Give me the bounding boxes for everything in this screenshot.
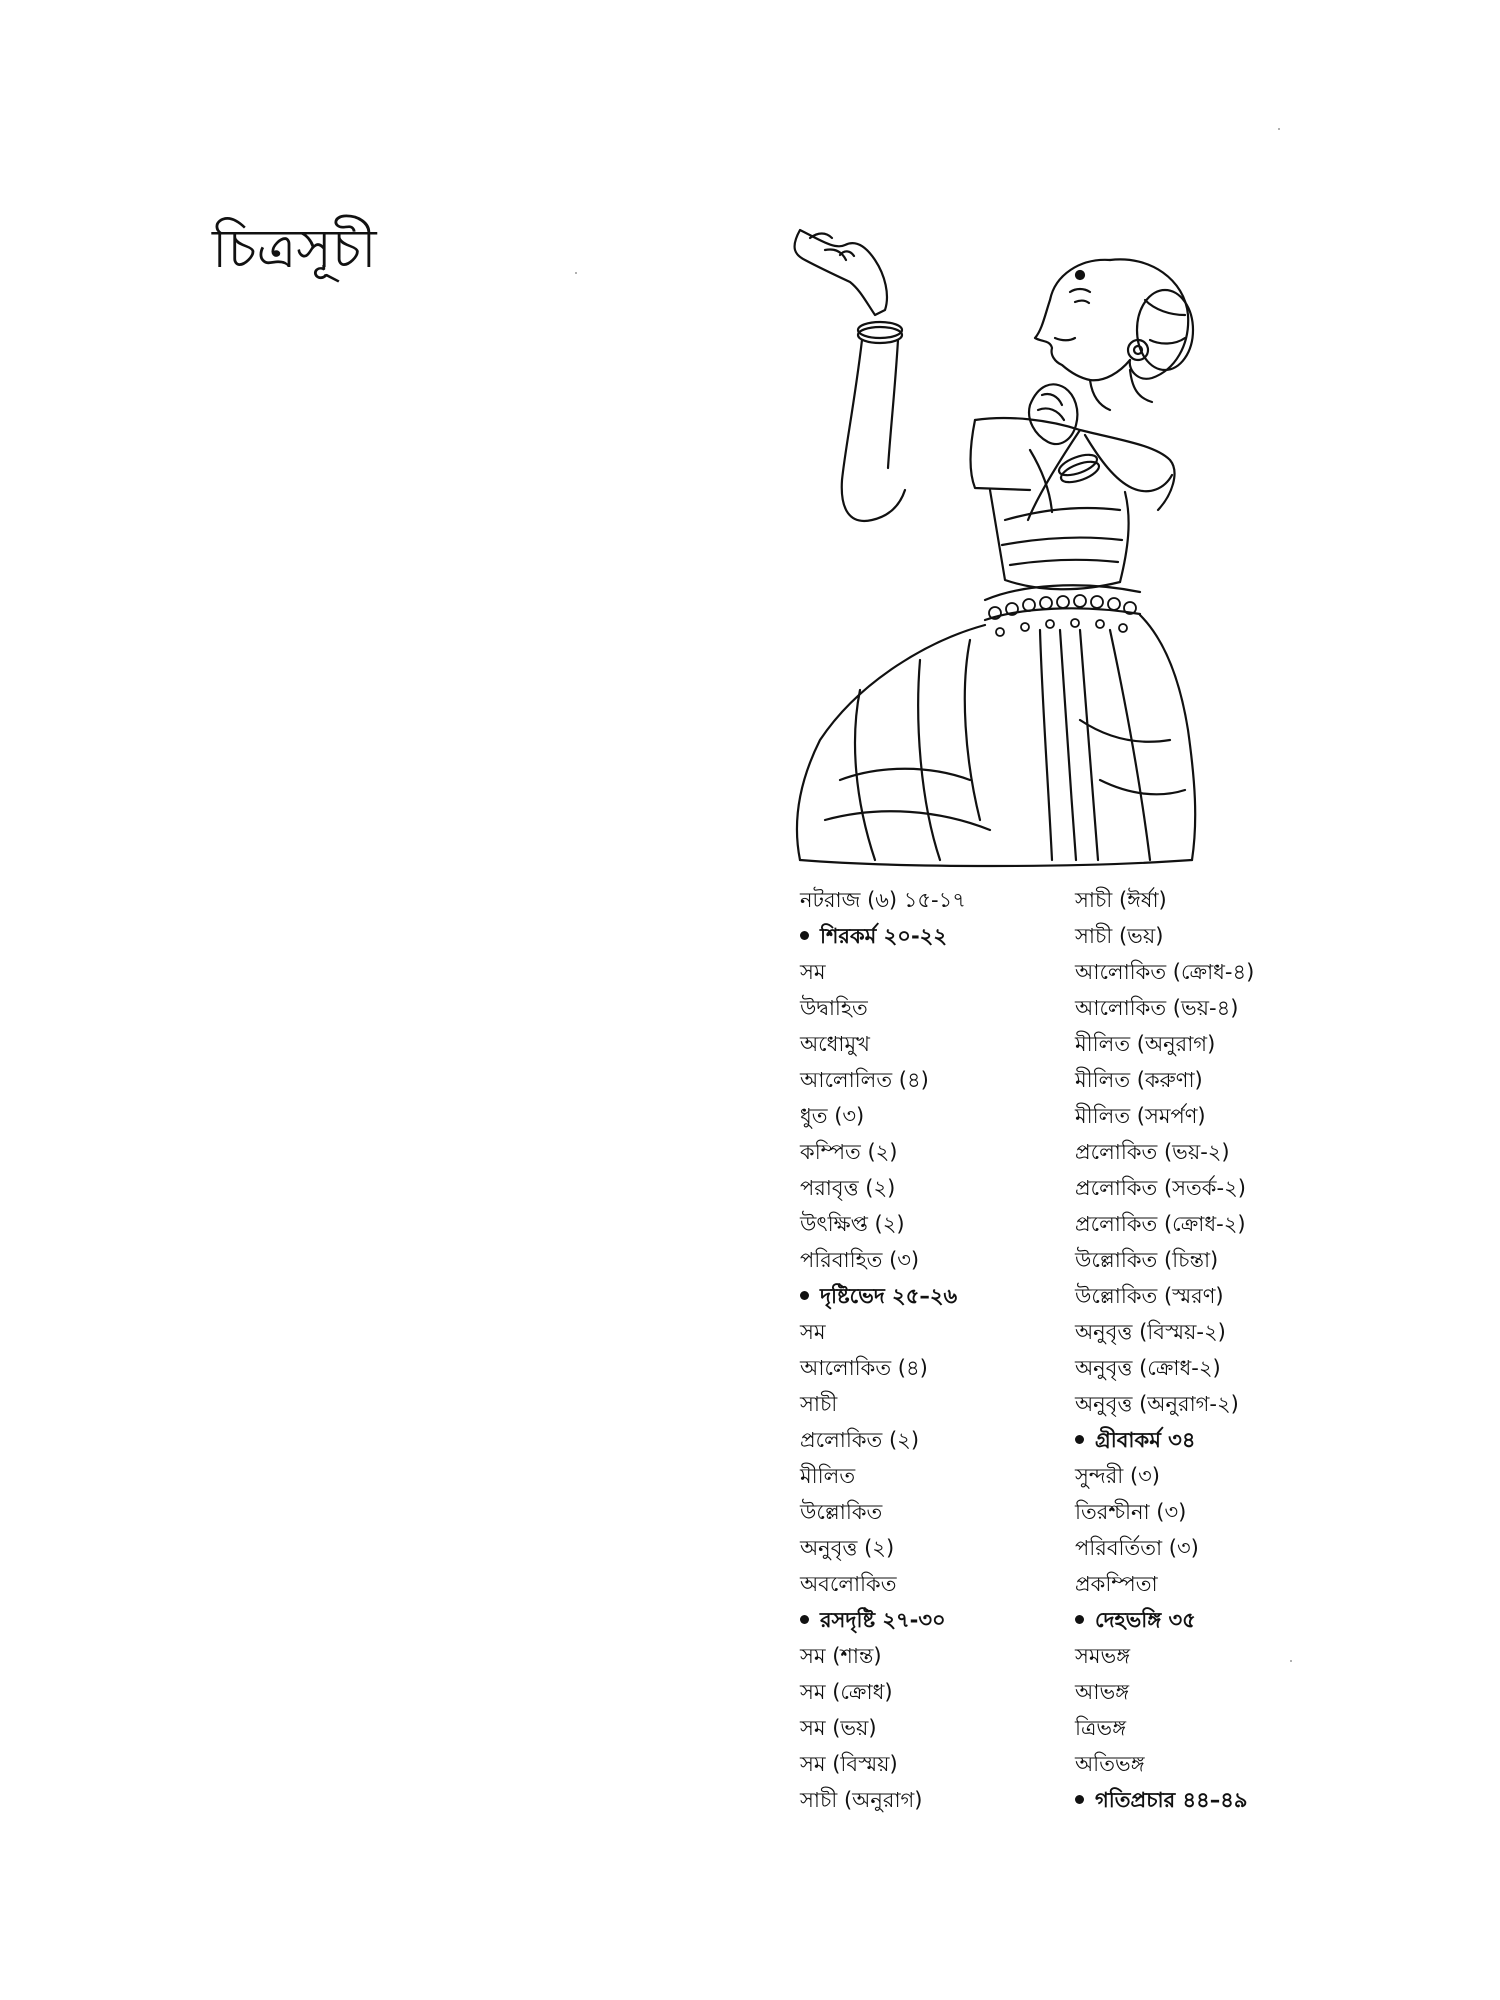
index-entry-text: পরিবাহিত (৩) (800, 1248, 920, 1272)
index-entry (800, 1782, 966, 1818)
index-entry-text: প্রকম্পিতা (1075, 1572, 1158, 1596)
index-entry (800, 1386, 966, 1422)
left-index-column (800, 882, 966, 1818)
index-entry-text: গ্রীবাকর্ম ৩৪ (1095, 1428, 1196, 1452)
index-entry (1075, 1386, 1254, 1422)
index-entry (1075, 1458, 1254, 1494)
index-entry (800, 1638, 966, 1674)
index-entry-text: সম (800, 1320, 826, 1344)
index-entry-text: রসদৃষ্টি ২৭-৩০ (820, 1608, 946, 1632)
index-entry (800, 1458, 966, 1494)
index-entry (1075, 1314, 1254, 1350)
index-entry-text: আলোলিত (৪) (800, 1068, 929, 1092)
index-entry-text: উল্লোকিত (চিন্তা) (1075, 1248, 1219, 1272)
index-entry (1075, 1494, 1254, 1530)
index-entry-text: অনুবৃত্ত (বিস্ময়-২) (1075, 1320, 1226, 1344)
index-entry (800, 1746, 966, 1782)
index-entry (800, 882, 966, 918)
index-entry (1075, 1242, 1254, 1278)
index-entry (800, 1350, 966, 1386)
index-entry-text: সম (800, 960, 826, 984)
index-entry (800, 954, 966, 990)
index-entry-text: দৃষ্টিভেদ ২৫–২৬ (820, 1284, 958, 1308)
index-entry (800, 990, 966, 1026)
index-entry (800, 1422, 966, 1458)
index-entry-text: দেহভঙ্গি ৩৫ (1095, 1608, 1196, 1632)
index-entry (800, 1170, 966, 1206)
index-entry (1075, 1566, 1254, 1602)
dancer-illustration (780, 220, 1220, 870)
index-entry-text: গতিপ্রচার ৪৪–৪৯ (1095, 1788, 1248, 1812)
bullet-icon (1075, 1435, 1084, 1444)
bullet-icon (1075, 1795, 1084, 1804)
index-entry (800, 1206, 966, 1242)
index-entry-text: অনুবৃত্ত (ক্রোধ-২) (1075, 1356, 1221, 1380)
index-entry-text: সমভঙ্গ (1075, 1644, 1131, 1668)
index-entry (1075, 1170, 1254, 1206)
index-entry-text: সম (ভয়) (800, 1716, 877, 1740)
index-entry (1075, 1134, 1254, 1170)
index-entry-text: প্রলোকিত (ক্রোধ-২) (1075, 1212, 1246, 1236)
index-entry (1075, 1530, 1254, 1566)
index-entry-text: অনুবৃত্ত (২) (800, 1536, 895, 1560)
index-entry-text: ত্রিভঙ্গ (1075, 1716, 1127, 1740)
index-entry-text: সম (বিস্ময়) (800, 1752, 898, 1776)
index-entry-text: প্রলোকিত (ভয়-২) (1075, 1140, 1230, 1164)
index-section-heading (800, 918, 966, 954)
index-entry-text: আভঙ্গ (1075, 1680, 1130, 1704)
index-entry-text: সাচী (800, 1392, 838, 1416)
index-section-heading (1075, 1782, 1254, 1818)
bullet-icon (800, 1291, 809, 1300)
index-entry (800, 1710, 966, 1746)
bullet-icon (1075, 1615, 1084, 1624)
index-entry-text: মীলিত (সমর্পণ) (1075, 1104, 1206, 1128)
index-section-heading (800, 1278, 966, 1314)
index-entry (1075, 1638, 1254, 1674)
index-entry (800, 1062, 966, 1098)
index-entry-text: নটরাজ (৬) ১৫-১৭ (800, 888, 966, 912)
index-entry (1075, 954, 1254, 990)
index-entry (1075, 1098, 1254, 1134)
index-entry (800, 1566, 966, 1602)
index-entry-text: পরাবৃত্ত (২) (800, 1176, 896, 1200)
index-entry-text: সাচী (ঈর্ষা) (1075, 888, 1167, 912)
index-entry (1075, 1206, 1254, 1242)
index-section-heading (1075, 1422, 1254, 1458)
index-entry (800, 1494, 966, 1530)
index-entry-text: সম (শান্ত) (800, 1644, 882, 1668)
bullet-icon (800, 1615, 809, 1624)
index-entry (1075, 882, 1254, 918)
index-entry-text: মীলিত (করুণা) (1075, 1068, 1203, 1092)
index-entry (1075, 1746, 1254, 1782)
index-entry-text: কম্পিত (২) (800, 1140, 898, 1164)
index-entry (800, 1134, 966, 1170)
index-entry-text: মীলিত (অনুরাগ) (1075, 1032, 1216, 1056)
index-entry-text: অতিভঙ্গ (1075, 1752, 1145, 1776)
index-entry-text: মীলিত (800, 1464, 856, 1488)
right-index-column (1075, 882, 1254, 1818)
index-entry-text: উল্লোকিত (800, 1500, 883, 1524)
index-entry-text: শিরকর্ম ২০-২২ (820, 924, 947, 948)
index-entry (1075, 990, 1254, 1026)
index-entry-text: সাচী (ভয়) (1075, 924, 1164, 948)
index-entry-text: আলোকিত (ভয়-৪) (1075, 996, 1239, 1020)
speck (575, 272, 577, 274)
bullet-icon (800, 931, 809, 940)
index-entry-text: তিরশ্চীনা (৩) (1075, 1500, 1187, 1524)
speck (1278, 128, 1280, 130)
index-entry-text: প্রলোকিত (২) (800, 1428, 920, 1452)
index-entry-text: অবলোকিত (800, 1572, 897, 1596)
speck (1290, 1660, 1292, 1662)
index-entry-text: পরিবর্তিতা (৩) (1075, 1536, 1199, 1560)
index-entry (1075, 1278, 1254, 1314)
index-entry-text: প্রলোকিত (সতর্ক-২) (1075, 1176, 1246, 1200)
index-entry (1075, 918, 1254, 954)
index-entry-text: ধুত (৩) (800, 1104, 865, 1128)
index-entry-text: অধোমুখ (800, 1032, 870, 1056)
index-entry (1075, 1026, 1254, 1062)
index-entry (800, 1098, 966, 1134)
index-entry-text: উল্লোকিত (স্মরণ) (1075, 1284, 1224, 1308)
index-entry-text: অনুবৃত্ত (অনুরাগ-২) (1075, 1392, 1239, 1416)
page-title: চিত্রসূচী (212, 217, 377, 280)
index-section-heading (800, 1602, 966, 1638)
index-entry (800, 1674, 966, 1710)
index-entry-text: সাচী (অনুরাগ) (800, 1788, 923, 1812)
index-entry-text: উদ্বাহিত (800, 996, 868, 1020)
index-entry (800, 1242, 966, 1278)
index-entry-text: সুন্দরী (৩) (1075, 1464, 1160, 1488)
index-entry (800, 1530, 966, 1566)
index-section-heading (1075, 1602, 1254, 1638)
index-entry-text: সম (ক্রোধ) (800, 1680, 893, 1704)
index-entry (800, 1314, 966, 1350)
index-entry (1075, 1350, 1254, 1386)
index-entry-text: আলোকিত (ক্রোধ-৪) (1075, 960, 1255, 984)
index-entry (800, 1026, 966, 1062)
index-entry (1075, 1710, 1254, 1746)
index-entry-text: উৎক্ষিপ্ত (২) (800, 1212, 905, 1236)
index-entry (1075, 1062, 1254, 1098)
index-entry (1075, 1674, 1254, 1710)
index-entry-text: আলোকিত (৪) (800, 1356, 928, 1380)
